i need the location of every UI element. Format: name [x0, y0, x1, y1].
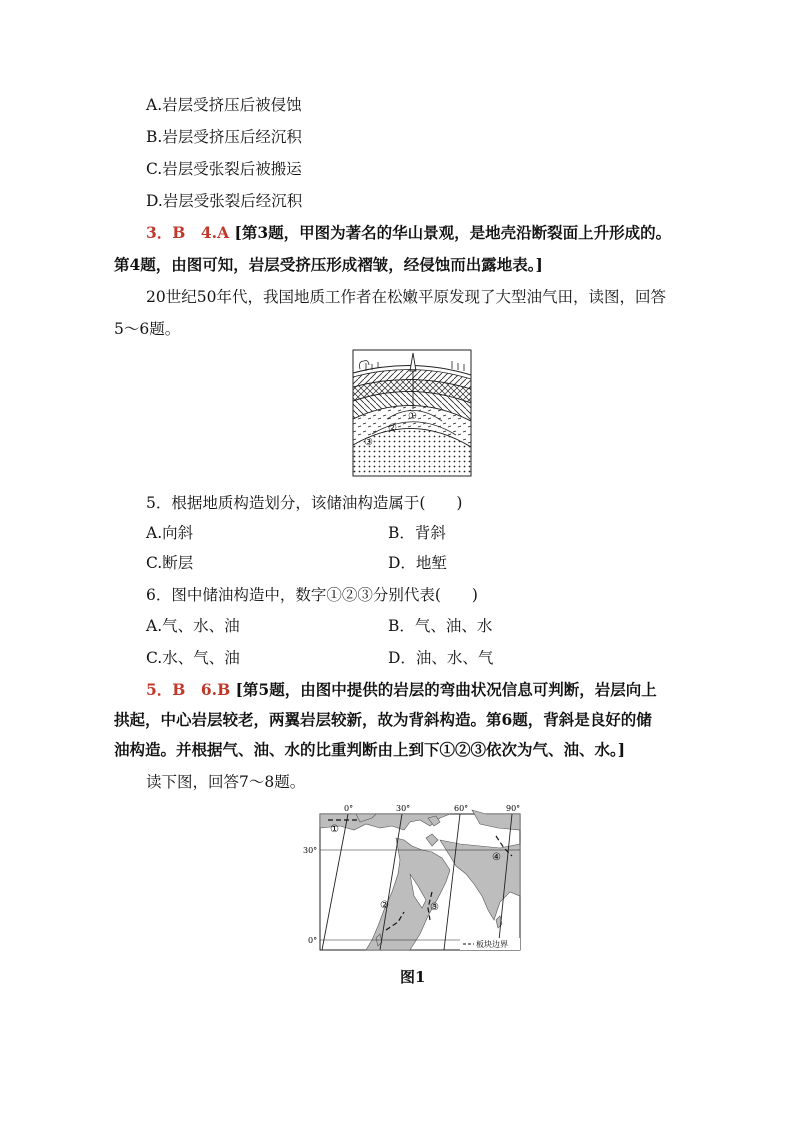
q2-option-d: D.岩层受张裂后经沉积 — [146, 192, 303, 210]
q5-option-a: A.向斜 — [146, 524, 194, 542]
intro-5-6-line2: 5～6题。 — [114, 320, 181, 338]
lat-label-0: 0° — [308, 936, 318, 945]
map-label-4: ④ — [492, 852, 501, 863]
answer-3-4-text: [第3题，甲图为著名的华山景观，是地壳沿断裂面上升形成的。 — [234, 223, 672, 242]
q2-option-a: A.岩层受挤压后被侵蚀 — [146, 96, 302, 114]
lon-label-30: 30° — [396, 804, 411, 813]
plate-map-figure — [300, 800, 526, 958]
q5-option-d: D．地堑 — [388, 554, 447, 572]
oil-structure-figure — [352, 349, 472, 477]
answer-5-6 — [146, 679, 657, 701]
answer-5-6-cont2: 油构造。并根据气、油、水的比重判断由上到下①②③依次为气、油、水。] — [114, 740, 626, 759]
map-label-1: ① — [330, 824, 339, 835]
answer-3-4 — [146, 222, 671, 244]
q6-option-c: C.水、气、油 — [146, 649, 240, 667]
q5-option-c: C.断层 — [146, 554, 194, 572]
q6-stem: 6．图中储油构造中，数字①②③分别代表( ) — [146, 586, 478, 604]
q6-option-a: A.气、水、油 — [146, 617, 240, 635]
intro-7-8: 读下图，回答7～8题。 — [146, 773, 306, 791]
fig-label-3: ③ — [364, 437, 373, 448]
answer-3-4-cont: 第4题，由图可知，岩层受挤压形成褶皱，经侵蚀而出露地表。] — [114, 255, 543, 274]
answer-5-6-cont1: 拱起，中心岩层较老，两翼岩层较新，故为背斜构造。第6题，背斜是良好的储 — [114, 710, 652, 729]
answer-5-6-number: 5．B 6.B — [146, 680, 231, 699]
lat-label-30: 30° — [303, 846, 318, 855]
fig-label-1: ① — [408, 411, 417, 422]
answer-5-6-text: [第5题，由图中提供的岩层的弯曲状况信息可判断，岩层向上 — [235, 680, 657, 699]
q6-option-d: D．油、水、气 — [388, 649, 494, 667]
answer-3-4-number: 3．B 4.A — [146, 223, 230, 242]
legend-label: 板块边界 — [476, 940, 508, 949]
q2-option-c: C.岩层受张裂后被搬运 — [146, 160, 302, 178]
lon-label-60: 60° — [454, 804, 469, 813]
lon-label-90: 90° — [506, 804, 521, 813]
lon-label-0: 0° — [344, 804, 354, 813]
map-label-3: ③ — [430, 902, 439, 913]
q5-option-b: B．背斜 — [388, 524, 446, 542]
map-label-2: ② — [380, 900, 389, 911]
q6-option-b: B．气、油、水 — [388, 617, 493, 635]
figure-caption: 图1 — [400, 968, 426, 986]
intro-5-6-line1: 20世纪50年代，我国地质工作者在松嫩平原发现了大型油气田，读图，回答 — [146, 288, 666, 306]
q5-stem: 5．根据地质构造划分，该储油构造属于( ) — [146, 494, 463, 512]
fig-label-2: ② — [388, 423, 397, 434]
q2-option-b: B.岩层受挤压后经沉积 — [146, 128, 302, 146]
